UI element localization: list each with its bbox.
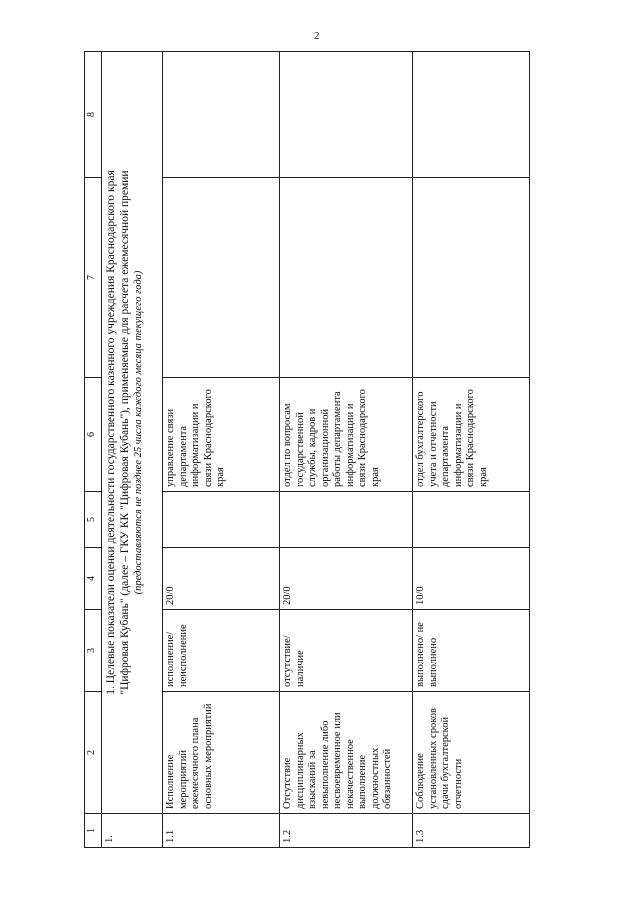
row-number: 1.1	[163, 814, 280, 848]
empty-cell	[163, 178, 280, 378]
table-row	[280, 52, 413, 848]
column-number: 4	[85, 548, 102, 610]
indicators-table	[84, 51, 530, 848]
value-cell: 20/0	[163, 548, 280, 610]
section-title-line2: "Цифровая Кубань" (далее – ГКУ КК "Цифровая Кубань"), применяемые для расчета ежемесячной премии	[119, 170, 131, 695]
criterion-cell: отсутствие/ наличие	[280, 610, 413, 692]
empty-cell	[413, 492, 530, 548]
indicator-cell: Отсутствие дисциплинарных взысканий за невыполнение либо несвоевременное или некачественное выполнение должностных обязанностей	[280, 692, 413, 814]
column-number-row	[85, 52, 102, 848]
empty-cell	[413, 178, 530, 378]
section-row	[102, 52, 163, 848]
column-number: 1	[85, 814, 102, 848]
column-number: 3	[85, 610, 102, 692]
section-title-line1: 1. Целевые показатели оценки деятельности государственного казенного учреждения Краснодарского края	[105, 170, 117, 695]
section-heading	[102, 52, 163, 814]
empty-cell	[280, 52, 413, 178]
responsible-cell: отдел бухгалтерского учета и отчетности департамента информатизации и связи Краснодарского края	[413, 378, 530, 492]
criterion-cell: исполнение/ неисполнение	[163, 610, 280, 692]
column-number: 8	[85, 52, 102, 178]
page-number: 2	[314, 30, 320, 42]
table-row	[413, 52, 530, 848]
rotated-table-page	[84, 52, 489, 848]
column-number: 2	[85, 692, 102, 814]
empty-cell	[163, 52, 280, 178]
responsible-cell: отдел по вопросам государственной службы, кадров и организационной работы департамента информатизации и связи Краснодарского края	[280, 378, 413, 492]
column-number: 6	[85, 378, 102, 492]
empty-cell	[280, 492, 413, 548]
indicator-cell: Исполнение мероприятий ежемесячного плана основных мероприятий	[163, 692, 280, 814]
section-number: 1.	[102, 814, 163, 848]
criterion-cell: выполнено/ не выполнено	[413, 610, 530, 692]
empty-cell	[413, 52, 530, 178]
empty-cell	[280, 178, 413, 378]
responsible-cell: управление связи департамента информатизации и связи Краснодарского края	[163, 378, 280, 492]
column-number: 5	[85, 492, 102, 548]
table-row	[163, 52, 280, 848]
section-note: (предоставляются не позднее 25 числа каждого месяца текущего года)	[133, 270, 144, 595]
column-number: 7	[85, 178, 102, 378]
row-number: 1.3	[413, 814, 530, 848]
indicator-cell: Соблюдение установленных сроков сдачи бухгалтерской отчетности	[413, 692, 530, 814]
empty-cell	[163, 492, 280, 548]
value-cell: 10/0	[413, 548, 530, 610]
row-number: 1.2	[280, 814, 413, 848]
value-cell: 20/0	[280, 548, 413, 610]
